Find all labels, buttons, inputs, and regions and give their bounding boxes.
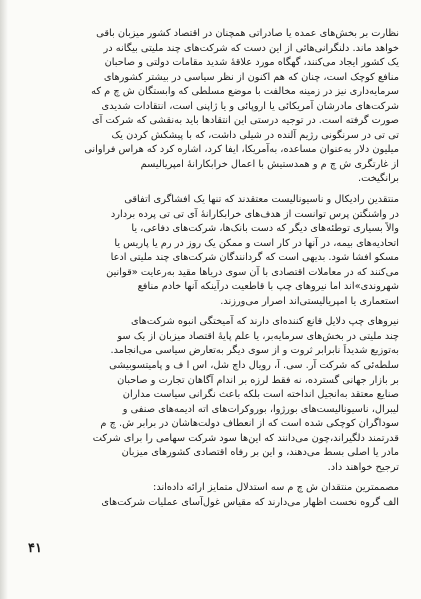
text-line: خواهد ماند. دلنگرانی‌هائی از این دست که شرکت‌های چند ملیتی بیگانه در	[103, 42, 399, 54]
text-line: منتقدین رادیکال و ناسیونالیست معتقدند که تنها یک افشاگری اتفاقی	[124, 194, 399, 206]
body-text	[47, 27, 399, 511]
text-line: یک کشور ایجاد می‌کنند، گهگاه مورد علاقهٔ شدید مقامات دولتی و صاحبان	[104, 57, 399, 69]
text-line: سلطه‌ئی که شرکت آر. سی. آ، رویال داچ شل، اس ا ف و پامیتسوبیشی	[109, 360, 399, 372]
text-line: قدرتمند دلگیراند،چون می‌دانند که این‌ها سود شرکت سهامی را برای شرکت	[92, 432, 399, 444]
text-line: مصممترین منتقدان ش چ م سه استدلال متمایز ارائه داده‌اند:	[153, 482, 399, 494]
text-line: بر بازار جهانی گسترده، نه فقط لرزه بر اندام آگاهان تجارت و صاحبان	[117, 374, 399, 386]
text-line: میلیون دلار به‌عنوان مساعده، به‌آمریکا، ایفا کرد، اشاره کرد که هراس فراوانی	[84, 144, 399, 156]
text-line: صورت گرفته است. در توجیه درستی این انتقادها باید به‌نقشی که شرکت آی	[91, 115, 399, 127]
text-line: می‌کنند که در معاملات اقتصادی با آن سوی دریاها مقید به‌رعایت «قوانین	[106, 266, 399, 278]
text-line: چند ملیتی در بخش‌های سرمایه‌بر، یا علم پایهٔ اقتصاد میزبان از یک سو	[117, 330, 399, 342]
text-line: مادر یا اصلی بسط می‌دهند، و این بر رفاه اقتصادی کشورهای میزبان	[121, 447, 399, 459]
text-line: صنایع معتقد به‌انجیل انداخته است بلکه باعث نگرانی سیاست مداران	[122, 389, 399, 401]
text-line: شرکت‌های مادرشان آمریکائی یا اروپائی و یا ژاپنی است، انتقادات شدیدی	[101, 100, 399, 112]
text-line: از غارتگری ش چ م و همدستیش با اعمال خرابکارانهٔ امپریالیسم	[140, 158, 399, 170]
text-line: نیروهای چپ دلایل قانع کننده‌ای دارند که آمیختگی انبوه شرکت‌های	[131, 316, 399, 328]
text-line: منافع کوچک است، چنان که هم اکنون از نظر سیاسی در بیشتر کشورهای	[103, 71, 399, 83]
text-line: سرمایه‌داری نیز در زمینه مخالفت با موضع مسلطی که وابستگان ش چ م که	[91, 86, 399, 98]
text-line: سوداگران کوچکی شده است که از انعطاف دولت‌هاشان در برابر ش. چ م	[100, 418, 399, 430]
text-line: استعماری یا امپریالیستی‌اند اصرار می‌ورزند.	[220, 295, 399, 307]
text-line: والاً بسیاری توطئه‌های دیگر که دست بانک‌ها، شرکت‌های دفاعی، یا	[131, 223, 399, 235]
text-line: تی تی در سرنگونی رژیم آلنده در شیلی داشت، که با پیشکش کردن یک	[111, 129, 399, 141]
text-line: مسکو افشا شود. بدیهی است که گردانندگان شرکت‌های چند ملیتی ادعا	[110, 252, 399, 264]
text-line: الف گروه نخست اظهار می‌دارند که مقیاس غول‌آسای عملیات شرکت‌های	[101, 496, 399, 508]
text-line: ترجیح خواهند داد.	[327, 461, 399, 473]
text-line: نظارت بر بخش‌های عمده یا صادراتی همچنان در اقتصاد کشور میزبان باقی	[96, 28, 399, 39]
page-number: ۴۱	[28, 541, 42, 556]
text-line: در واشنگتن پرس توانست از هدف‌های خرابکارانهٔ آی تی تی پرده بردارد	[110, 208, 399, 220]
text-line: اتحادیه‌های بیمه، در آنها در کار است و ممکن یک روز در رم یا پاریس یا	[114, 237, 399, 249]
text-line: لیبرال، ناسیونالیست‌های بورژوا، بوروکرات‌های اته ادیمه‌های صنفی و	[122, 403, 399, 415]
page-edge-shadow	[0, 0, 8, 599]
text-line: برانگیخت.	[357, 173, 399, 185]
text-line: به‌توزیع شدیداً نابرابر ثروت و از سوی دیگر به‌تعارض سیاسی می‌انجامد.	[110, 345, 399, 357]
text-line: شهروندی»اند اما نیروهای چپ با قاطعیت درآینکه آنها خادم منافع	[137, 281, 399, 293]
